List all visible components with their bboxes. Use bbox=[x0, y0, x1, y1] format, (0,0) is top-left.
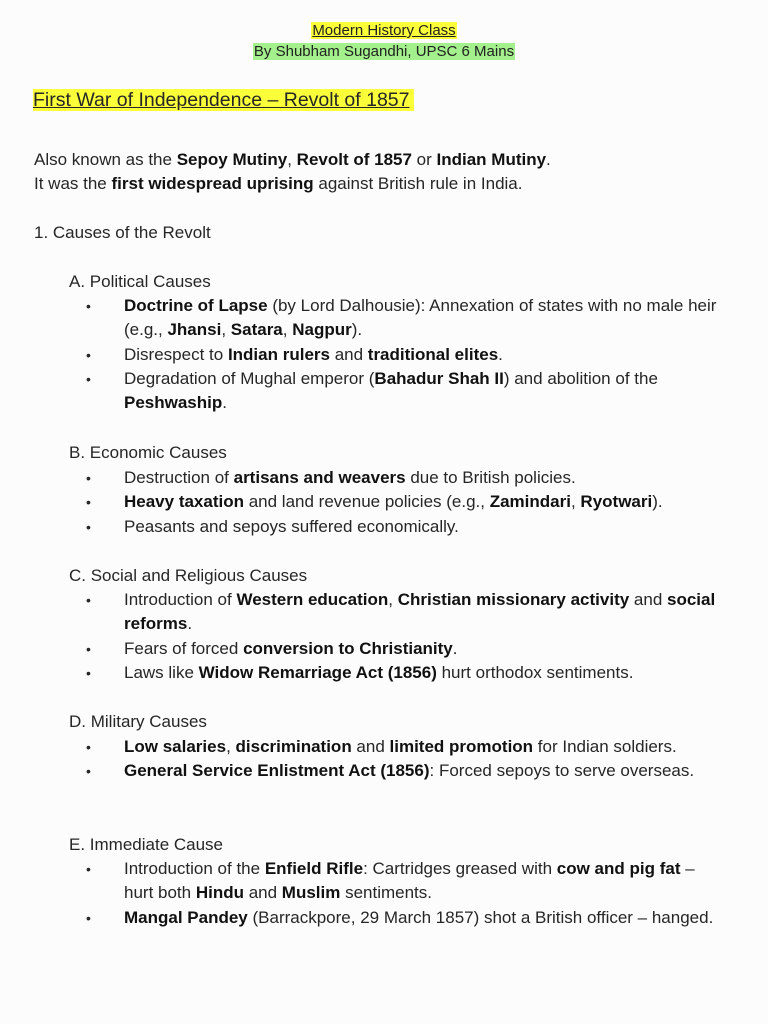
bold-term: Muslim bbox=[281, 883, 341, 903]
text-run: Laws like bbox=[124, 662, 199, 682]
text-run: and bbox=[351, 737, 390, 756]
text-run: Also known as the bbox=[34, 150, 177, 169]
bold-term: Jhansi bbox=[167, 320, 222, 340]
page-title bbox=[33, 87, 414, 113]
text-run: and bbox=[243, 883, 282, 903]
header-author-text: By Shubham Sugandhi, UPSC 6 Mains bbox=[253, 43, 515, 60]
text-run: , bbox=[388, 590, 398, 609]
bold-term: conversion to Christianity bbox=[243, 638, 453, 658]
text-run: , bbox=[221, 320, 231, 340]
text-run: for Indian soldiers. bbox=[533, 737, 677, 756]
text-run: – hurt both bbox=[124, 859, 695, 903]
bold-term: Indian rulers bbox=[227, 344, 330, 364]
text-run: due to British policies. bbox=[405, 468, 576, 487]
section-heading-social: C. Social and Religious Causes bbox=[69, 566, 308, 585]
section-heading-economic: B. Economic Causes bbox=[69, 443, 227, 462]
text-run: . bbox=[222, 393, 227, 413]
intro-line-1 bbox=[34, 148, 551, 172]
text-run: Degradation of Mughal emperor ( bbox=[124, 368, 375, 388]
list-item bbox=[0, 735, 768, 759]
bold-term: Hindu bbox=[195, 883, 244, 903]
header-class-title bbox=[0, 21, 768, 41]
bold-term: Nagpur bbox=[292, 320, 352, 340]
bold-term: Zamindari bbox=[489, 492, 571, 512]
text-run: , bbox=[287, 150, 297, 169]
list-item bbox=[0, 515, 768, 539]
bold-term: Sepoy Mutiny bbox=[176, 150, 288, 169]
text-run: and bbox=[329, 344, 368, 364]
bold-term: Indian Mutiny bbox=[436, 150, 547, 169]
bold-term: social reforms bbox=[124, 590, 716, 634]
bold-term: Doctrine of Lapse bbox=[124, 296, 268, 315]
text-run: against British rule in India. bbox=[313, 174, 523, 193]
text-run: Introduction of bbox=[124, 590, 237, 609]
text-run: . bbox=[546, 150, 551, 169]
text-run: , bbox=[282, 320, 293, 340]
text-run: (by Lord Dalhousie): Annexation of states with no male heir (e.g., bbox=[124, 296, 717, 340]
economic-causes-list bbox=[0, 466, 768, 539]
list-item bbox=[0, 661, 768, 685]
bold-term: Ryotwari bbox=[580, 492, 653, 512]
bold-term: limited promotion bbox=[389, 737, 534, 756]
text-run: sentiments. bbox=[340, 883, 433, 903]
bold-term: Enfield Rifle bbox=[264, 859, 364, 878]
military-causes-list bbox=[0, 735, 768, 784]
section-heading-military: D. Military Causes bbox=[69, 712, 207, 731]
section-heading-political: A. Political Causes bbox=[69, 272, 211, 291]
list-item bbox=[0, 759, 768, 783]
bold-term: Christian missionary activity bbox=[397, 590, 630, 609]
text-run: or bbox=[411, 150, 437, 169]
text-run: and bbox=[629, 590, 667, 609]
text-run: ). bbox=[351, 320, 363, 340]
text-run: , bbox=[570, 492, 581, 512]
bold-term: Low salaries bbox=[124, 737, 227, 756]
text-run: . bbox=[452, 638, 458, 658]
text-run: . bbox=[187, 614, 193, 634]
bold-term: Western education bbox=[236, 590, 389, 609]
text-run: It was the bbox=[34, 174, 112, 193]
political-causes-list bbox=[0, 294, 768, 415]
text-run: Fears of forced bbox=[124, 638, 244, 658]
causes-heading: 1. Causes of the Revolt bbox=[34, 223, 211, 242]
text-run: . bbox=[498, 344, 503, 364]
bold-term: General Service Enlistment Act (1856) bbox=[124, 761, 430, 781]
bold-term: Satara bbox=[230, 320, 283, 340]
text-run: Introduction of the bbox=[124, 859, 265, 878]
bold-term: traditional elites bbox=[367, 344, 499, 364]
bold-term: Revolt of 1857 bbox=[296, 150, 412, 169]
text-run: : Cartridges greased with bbox=[363, 859, 557, 878]
text-run: Disrespect to bbox=[124, 344, 228, 364]
list-item bbox=[0, 490, 768, 514]
text-run: ). bbox=[652, 492, 663, 512]
bold-term: Widow Remarriage Act (1856) bbox=[198, 662, 437, 682]
bold-term: discrimination bbox=[235, 737, 352, 756]
text-run: (Barrackpore, 29 March 1857) shot a British officer – hanged. bbox=[247, 907, 714, 927]
page-title-text: First War of Independence – Revolt of 1857 bbox=[33, 89, 414, 111]
social-causes-list bbox=[0, 588, 768, 685]
bold-term: artisans and weavers bbox=[233, 468, 406, 487]
list-item bbox=[0, 367, 768, 416]
bold-term: Mangal Pandey bbox=[124, 907, 248, 927]
text-run: hurt orthodox sentiments. bbox=[436, 662, 634, 682]
text-run: , bbox=[226, 737, 236, 756]
bold-term: cow and pig fat bbox=[556, 859, 681, 878]
bold-term: first widespread uprising bbox=[111, 174, 314, 193]
list-item bbox=[0, 466, 768, 490]
bold-term: Heavy taxation bbox=[124, 492, 244, 512]
immediate-cause-list bbox=[0, 857, 768, 930]
bold-term: Bahadur Shah II bbox=[374, 368, 504, 388]
list-item bbox=[0, 294, 768, 343]
header-class-title-text: Modern History Class bbox=[312, 22, 456, 39]
list-item bbox=[0, 906, 768, 930]
text-run: ) and abolition of the bbox=[503, 368, 658, 388]
list-item bbox=[0, 343, 768, 367]
list-item bbox=[0, 637, 768, 661]
list-item bbox=[0, 857, 768, 906]
text-run: : Forced sepoys to serve overseas. bbox=[429, 761, 695, 781]
text-run: Peasants and sepoys suffered economically. bbox=[124, 516, 459, 536]
section-heading-immediate: E. Immediate Cause bbox=[69, 835, 224, 854]
bold-term: Peshwaship bbox=[124, 393, 223, 413]
list-item bbox=[0, 588, 768, 637]
text-run: and land revenue policies (e.g., bbox=[244, 492, 490, 512]
text-run: Destruction of bbox=[124, 468, 234, 487]
header-author bbox=[0, 42, 768, 62]
intro-line-2 bbox=[34, 172, 522, 196]
